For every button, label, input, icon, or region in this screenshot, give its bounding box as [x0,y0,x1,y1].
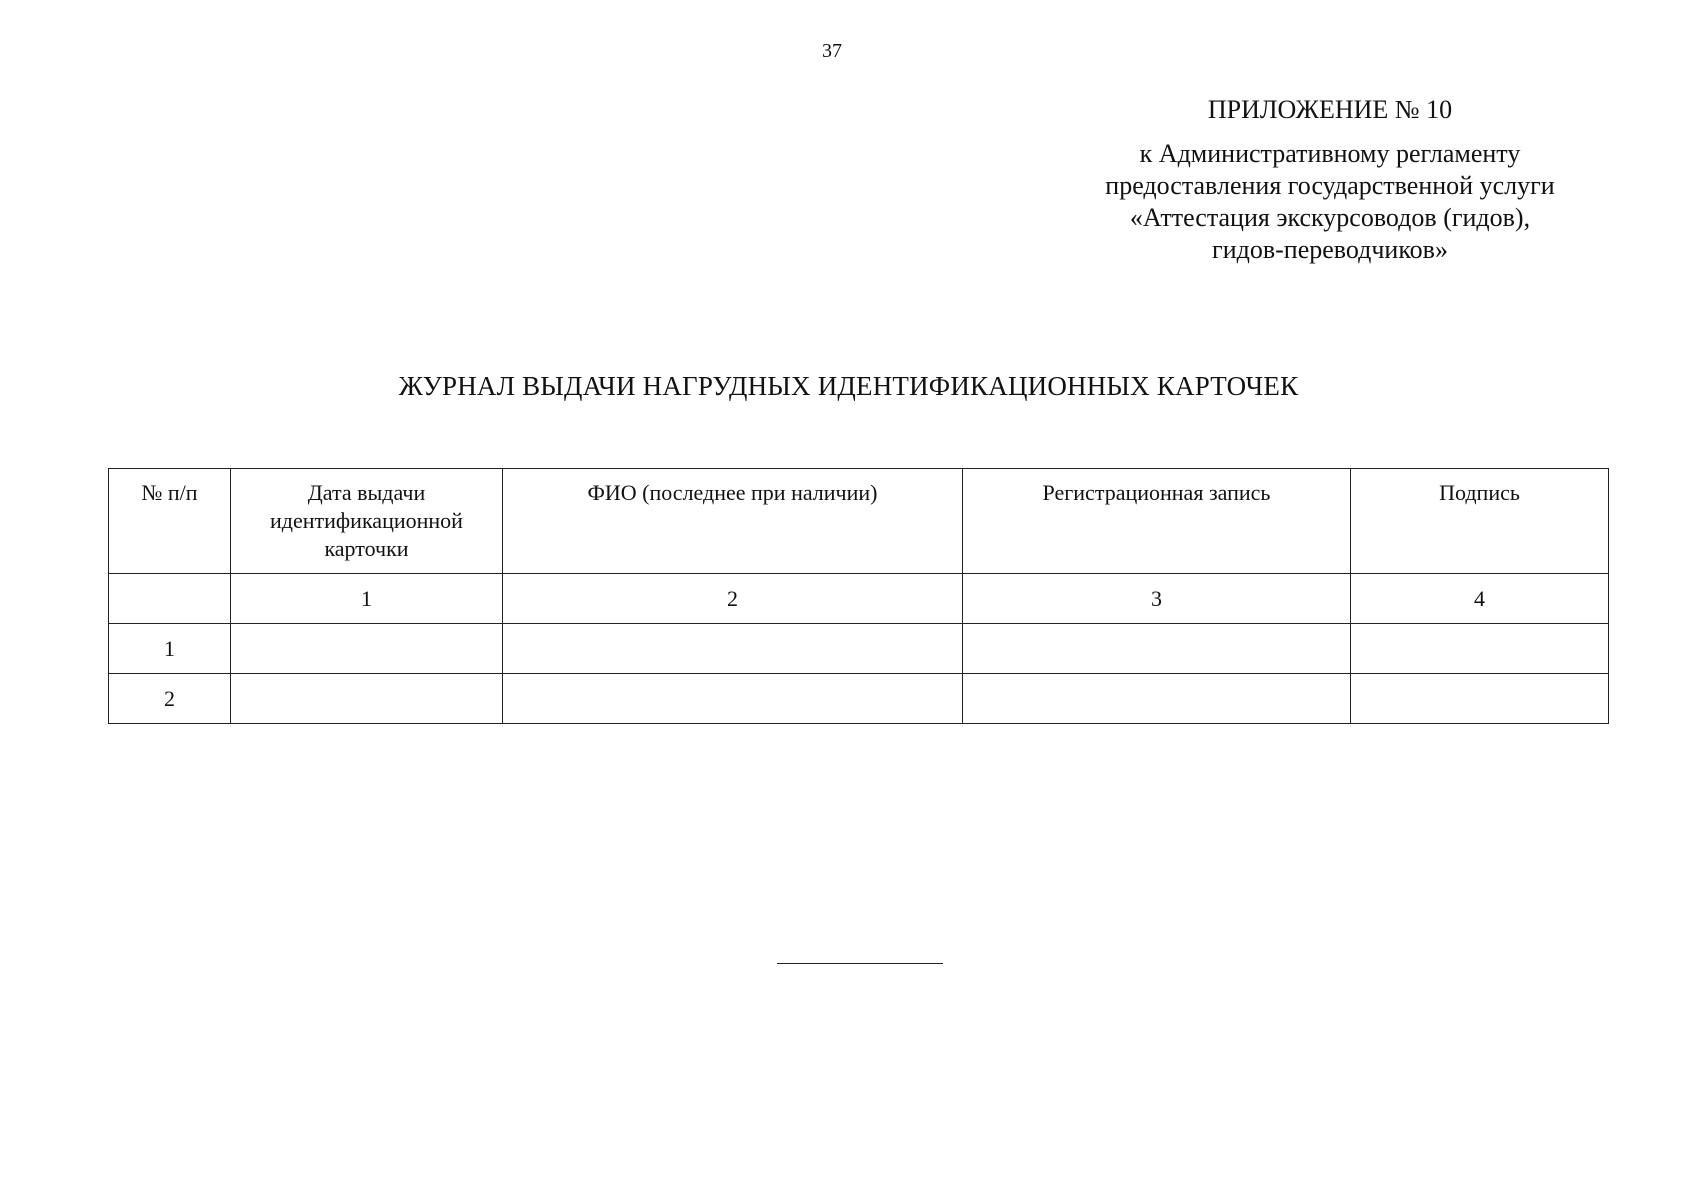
header-cell-issue-date [231,469,503,574]
document-title: ЖУРНАЛ ВЫДАЧИ НАГРУДНЫХ ИДЕНТИФИКАЦИОННЫХ КАРТОЧЕК [398,371,1299,401]
table-cell: 1 [231,574,503,624]
table-cell [1351,624,1609,674]
table-cell [503,624,963,674]
journal-table [108,468,1609,724]
appendix-line: «Аттестация экскурсоводов (гидов), [1129,203,1531,232]
appendix-line: предоставления государственной услуги [1105,171,1555,200]
table-cell [1351,674,1609,724]
table-cell [963,674,1351,724]
table-cell: 3 [963,574,1351,624]
header-cell-full-name: ФИО (последнее при наличии) [503,469,963,574]
header-cell-registration: Регистрационная запись [963,469,1351,574]
header-cell-signature: Подпись [1351,469,1609,574]
table-cell [963,624,1351,674]
table-cell: 1 [109,624,231,674]
table-row [109,674,1609,724]
table-cell: 4 [1351,574,1609,624]
appendix-block [1050,94,1610,266]
table-cell [503,674,963,724]
table-cell [231,674,503,724]
table-cell: 2 [503,574,963,624]
table-row [109,624,1609,674]
table-cell [109,574,231,624]
table-header-row [109,469,1609,574]
table-cell [231,624,503,674]
page-number: 37 [822,40,842,62]
header-line: Дата выдачи [307,480,426,505]
column-numbers-row [109,574,1609,624]
appendix-line: к Административному регламенту [1139,139,1521,168]
header-line: карточки [324,536,409,561]
header-cell-number: № п/п [109,469,231,574]
header-line: идентификационной [270,508,463,533]
appendix-line: гидов-переводчиков» [1212,235,1448,264]
closing-rule [777,963,943,964]
appendix-title: ПРИЛОЖЕНИЕ № 10 [1207,95,1453,124]
table-cell: 2 [109,674,231,724]
